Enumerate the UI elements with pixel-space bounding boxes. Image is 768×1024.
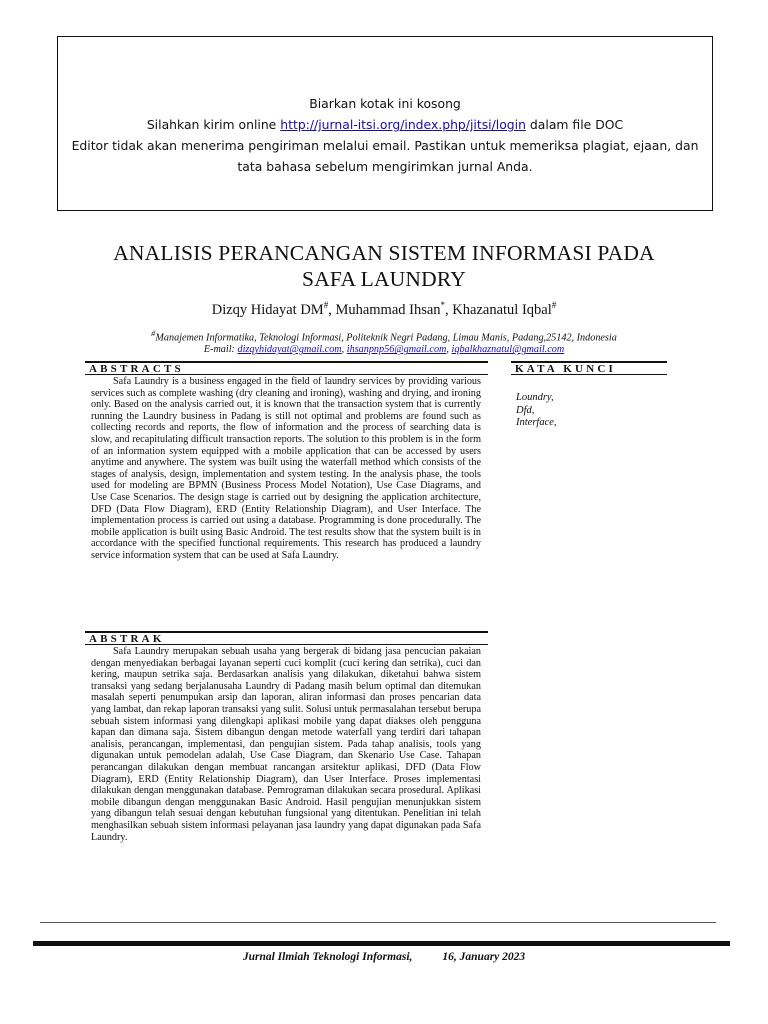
author-1: Dizqy Hidayat DM (211, 301, 324, 318)
keyword-item: Loundry, (516, 392, 554, 403)
footer-date: 16, January 2023 (442, 951, 526, 963)
keyword-item: Dfd, (516, 404, 535, 416)
author-3: Khazanatul Iqbal (452, 301, 552, 318)
notice-line-2-prefix: Silahkan kirim online (146, 117, 281, 132)
paper-title-line-1: ANALISIS PERANCANGAN SISTEM INFORMASI PADA (113, 241, 655, 265)
submission-link[interactable]: http://jurnal-itsi.org/index.php/jitsi/login (280, 117, 526, 132)
author-3-mark: # (551, 300, 557, 310)
email-separator: , (446, 344, 452, 356)
kata-kunci-heading: KATA KUNCI (511, 361, 667, 375)
page-footer (0, 951, 768, 963)
abstracts-heading: ABSTRACTS (85, 361, 488, 375)
author-2-mark: * (440, 300, 446, 310)
affiliation-text: Manajemen Informatika, Teknologi Informasi, Politeknik Negri Padang, Limau Manis, Padang,25142, Indonesia (155, 332, 617, 344)
submission-notice-box (57, 36, 713, 211)
keyword-item: Interface, (516, 417, 557, 429)
affiliation-mark: # (151, 328, 156, 338)
email-link-1[interactable]: dizqyhidayat@gmail.com (237, 344, 342, 356)
abstracts-body: Safa Laundry is a business engaged in the field of laundry services by providing various services such as complete washing (dry cleaning and ironing), washing and drying, and ironing only. Based on the analysis carried out, it is known that the transaction system that is currently running the Laundry business in Padang is still not optimal and problems are found such as collecting records and reports, the flow of information and the process of searching data is slow, and recapitulating difficult transaction reports. The solution to this problem is in the form of an information system equipped with a mobile application that can be accessed by users anytime and anywhere. The system was built using the waterfall method which consists of the stages of analysis, design, implementation and system testing. In the analysis phase, the tools used for modeling are BPMN (Business Process Model Notation), Use Case Diagrams, and Use Case Scenarios. The design stage is carried out by designing the application architecture, DFD (Data Flow Diagram), ERD (Entity Relationship Diagram), and User Interface. The implementation process is carried out using a database. Programming is done procedurally. The mobile application is built using Basic Android. The test results show that the system built is in accordance with the specified functional requirements. This research has produced a laundry service information system that can be used at Safa Laundry. (91, 376, 481, 561)
paper-title-line-2: SAFA LAUNDRY (302, 267, 466, 291)
notice-line-2-suffix: dalam file DOC (525, 117, 624, 132)
author-separator: , (445, 301, 453, 318)
footer-divider-thin (40, 922, 716, 923)
email-link-3[interactable]: iqbalkhaznatul@gmail.com (451, 344, 565, 356)
notice-line-1: Biarkan kotak ini kosong (309, 96, 461, 111)
author-2: Muhammad Ihsan (335, 301, 441, 318)
email-separator: , (341, 344, 347, 356)
author-list (60, 300, 708, 319)
email-line (60, 344, 708, 356)
abstrak-body: Safa Laundry merupakan sebuah usaha yang bergerak di bidang jasa pencucian pakaian dengan menyediakan berbagai layanan seperti cuci komplit (cuci kering dan setrika), cuci dan kering, maupun setrika saja. Berdasarkan analisis yang dilakukan, diketahui bahwa sistem transaksi yang sedang berjalanusaha Laundry di Padang masih belum optimal dan ditemukan masalah seperti penumpukan arsip dan laporan, aliran informasi dan proses pencarian data yang lambat, dan rekap laporan transaksi yang sulit. Solusi untuk permasalahan tersebut berupa sebuah sistem informasi yang dilengkapi aplikasi mobile yang dapat diakses oleh pengguna kapan dan dimana saja. Sistem dibangun dengan metode waterfall yang terdiri dari tahapan analisis, perancangan, implementasi, dan pengujian sistem. Pada tahap analisis, tools yang digunakan untuk pemodelan adalah, Use Case Diagram, dan Skenario Use Case. Tahapan perancangan dilakukan dengan membuat rancangan arsitektur aplikasi, DFD (Data Flow Diagram), ERD (Entity Relationship Diagram), dan User Interface. Proses implementasi dilakukan dengan menggunakan database. Pemrograman dilakukan secara prosedural. Aplikasi mobile dibangun dengan menggunakan Basic Android. Hasil pengujian menunjukkan sistem yang dibangun telah sesuai dengan kebutuhan fungsional yang ditentukan. Penelitian ini telah menghasilkan sebuah sistem informasi pelayanan jasa laundry yang dapat digunakan pada Safa Laundry. (91, 646, 481, 843)
footer-divider-thick (33, 941, 730, 946)
affiliation-block (60, 327, 708, 356)
affiliation-line (60, 327, 708, 344)
author-1-mark: # (323, 300, 329, 310)
notice-line-3: Editor tidak akan menerima pengiriman melalui email. Pastikan untuk memeriksa plagiat, ejaan, dan (71, 138, 699, 153)
paper-title (60, 240, 708, 292)
keyword-list (516, 392, 666, 430)
author-separator: , (328, 301, 336, 318)
footer-journal-name: Jurnal Ilmiah Teknologi Informasi, (242, 951, 413, 963)
email-label: E-mail: (203, 344, 238, 356)
email-link-2[interactable]: ihsanpnp56@gmail.com (346, 344, 447, 356)
abstrak-heading: ABSTRAK (85, 631, 488, 645)
notice-line-2 (58, 114, 712, 135)
notice-line-4: tata bahasa sebelum mengirimkan jurnal Anda. (237, 159, 533, 174)
